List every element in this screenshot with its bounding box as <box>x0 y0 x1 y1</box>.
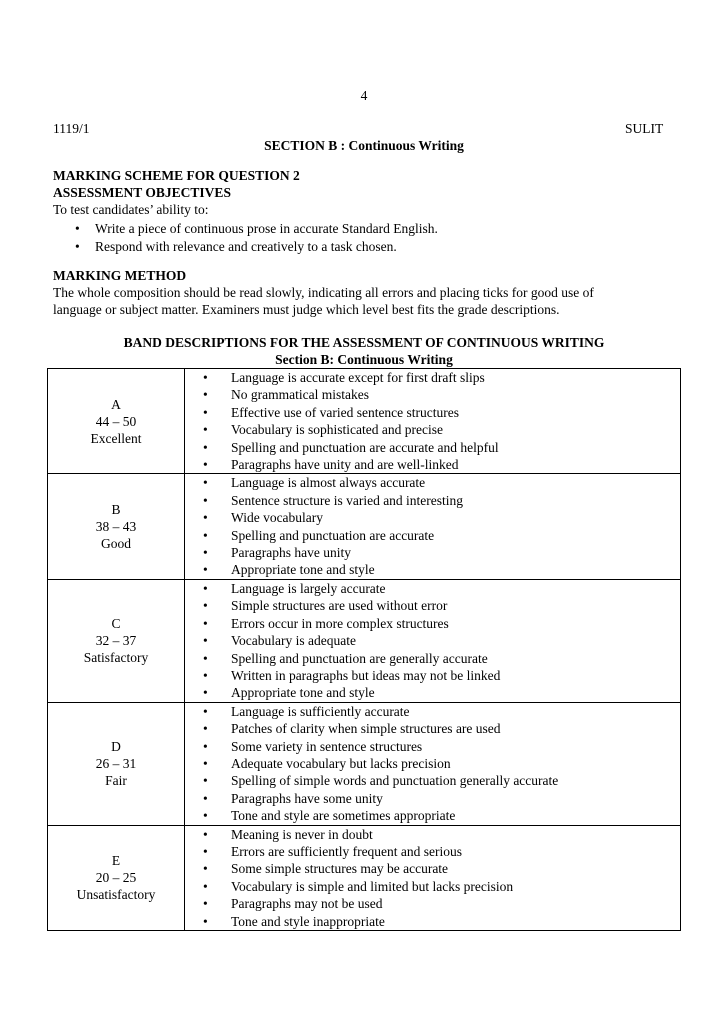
table-row <box>48 474 681 579</box>
list-item: • Errors occur in more complex structures <box>195 615 680 632</box>
objective-item: • Write a piece of continuous prose in accurate Standard English. <box>53 220 438 238</box>
table-row <box>48 369 681 474</box>
list-item: • Appropriate tone and style <box>195 561 680 578</box>
grade-letter: A <box>111 396 121 412</box>
grade-letter: D <box>111 739 121 755</box>
grade-label: Satisfactory <box>83 650 149 666</box>
list-item: • Effective use of varied sentence structures <box>195 404 680 421</box>
marking-method-text-2: language or subject matter. Examiners must judge which level best fits the grade descriptions. <box>53 302 560 317</box>
grade-cell <box>48 579 185 702</box>
table-row <box>48 702 681 825</box>
marking-method-text-1: The whole composition should be read slowly, indicating all errors and placing ticks for good use of <box>53 285 594 300</box>
classification-label: SULIT <box>625 121 664 136</box>
band-table-subtitle: Section B: Continuous Writing <box>275 352 453 367</box>
marking-scheme-heading: MARKING SCHEME FOR QUESTION 2 <box>53 168 300 183</box>
section-title: SECTION B : Continuous Writing <box>264 138 464 153</box>
criteria-cell <box>185 579 681 702</box>
grade-range: 20 – 25 <box>95 870 137 886</box>
criteria-cell <box>185 702 681 825</box>
table-row <box>48 825 681 930</box>
grade-letter: E <box>111 853 121 869</box>
list-item: • Vocabulary is sophisticated and precise <box>195 421 680 438</box>
grade-label: Unsatisfactory <box>76 887 156 903</box>
list-item: • Vocabulary is simple and limited but lacks precision <box>195 878 680 895</box>
objectives-heading: ASSESSMENT OBJECTIVES <box>53 185 231 200</box>
grade-cell <box>48 702 185 825</box>
criteria-list <box>185 703 680 825</box>
list-item: • Spelling of simple words and punctuation generally accurate <box>195 772 680 789</box>
criteria-list <box>185 369 680 473</box>
list-item: • Language is accurate except for first draft slips <box>195 369 680 386</box>
grade-letter: C <box>111 616 121 632</box>
list-item: • Paragraphs have some unity <box>195 790 680 807</box>
list-item: • Spelling and punctuation are accurate and helpful <box>195 439 680 456</box>
list-item: • Some variety in sentence structures <box>195 738 680 755</box>
grade-range: 32 – 37 <box>95 633 137 649</box>
criteria-list <box>185 474 680 578</box>
band-table-title: BAND DESCRIPTIONS FOR THE ASSESSMENT OF CONTINUOUS WRITING <box>123 335 605 350</box>
paper-code: 1119/1 <box>53 121 90 136</box>
grade-label: Excellent <box>90 430 142 446</box>
list-item: • No grammatical mistakes <box>195 386 680 403</box>
list-item: • Paragraphs have unity and are well-linked <box>195 456 680 473</box>
list-item: • Appropriate tone and style <box>195 684 680 701</box>
list-item: • Simple structures are used without error <box>195 597 680 614</box>
list-item: • Meaning is never in doubt <box>195 826 680 843</box>
list-item: • Errors are sufficiently frequent and serious <box>195 843 680 860</box>
objectives-list <box>53 220 438 256</box>
grade-cell <box>48 369 185 474</box>
grade-cell <box>48 474 185 579</box>
list-item: • Written in paragraphs but ideas may not be linked <box>195 667 680 684</box>
list-item: • Paragraphs may not be used <box>195 895 680 912</box>
list-item: • Paragraphs have unity <box>195 544 680 561</box>
list-item: • Language is almost always accurate <box>195 474 680 491</box>
list-item: • Tone and style are sometimes appropriate <box>195 807 680 824</box>
list-item: • Sentence structure is varied and interesting <box>195 492 680 509</box>
objective-item: • Respond with relevance and creatively to a task chosen. <box>53 238 438 256</box>
grade-letter: B <box>111 502 121 518</box>
criteria-cell <box>185 825 681 930</box>
criteria-cell <box>185 369 681 474</box>
list-item: • Language is sufficiently accurate <box>195 703 680 720</box>
list-item: • Language is largely accurate <box>195 580 680 597</box>
criteria-cell <box>185 474 681 579</box>
criteria-list <box>185 826 680 930</box>
list-item: • Some simple structures may be accurate <box>195 860 680 877</box>
list-item: • Adequate vocabulary but lacks precision <box>195 755 680 772</box>
grade-label: Good <box>101 536 131 552</box>
list-item: • Patches of clarity when simple structures are used <box>195 720 680 737</box>
band-descriptions-table <box>47 368 681 931</box>
list-item: • Tone and style inappropriate <box>195 913 680 930</box>
list-item: • Vocabulary is adequate <box>195 632 680 649</box>
marking-method-heading: MARKING METHOD <box>53 268 187 283</box>
grade-cell <box>48 825 185 930</box>
list-item: • Wide vocabulary <box>195 509 680 526</box>
grade-range: 26 – 31 <box>95 756 137 772</box>
list-item: • Spelling and punctuation are accurate <box>195 527 680 544</box>
grade-label: Fair <box>105 773 127 789</box>
table-row <box>48 579 681 702</box>
grade-range: 44 – 50 <box>95 413 137 429</box>
criteria-list <box>185 580 680 702</box>
grade-range: 38 – 43 <box>95 519 137 535</box>
list-item: • Spelling and punctuation are generally accurate <box>195 650 680 667</box>
objectives-intro: To test candidates’ ability to: <box>53 202 209 217</box>
page-number: 4 <box>360 88 368 103</box>
